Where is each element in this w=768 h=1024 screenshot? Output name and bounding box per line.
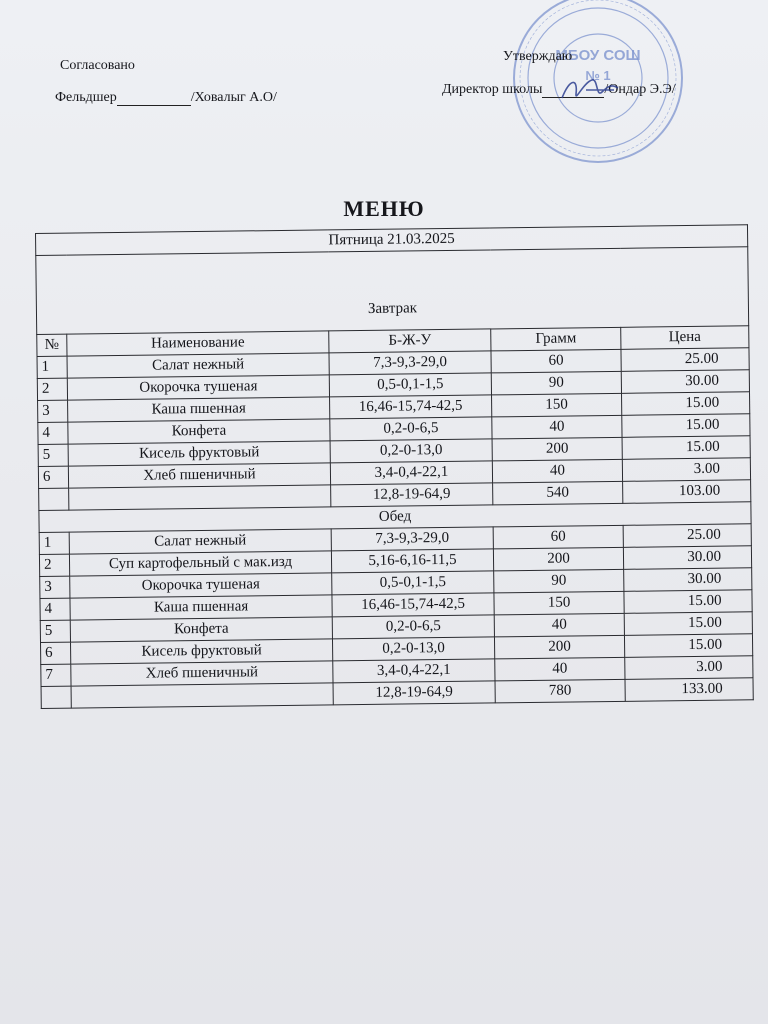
item-price: 15.00	[622, 414, 750, 438]
item-num: 4	[38, 422, 68, 444]
item-bju: 16,46-15,74-42,5	[330, 395, 492, 419]
item-price: 30.00	[624, 568, 752, 592]
total-empty-name	[69, 485, 331, 510]
item-price: 25.00	[621, 348, 749, 372]
item-num: 5	[40, 620, 70, 642]
item-price: 15.00	[624, 612, 752, 636]
item-num: 2	[37, 378, 67, 400]
menu-table	[35, 224, 754, 709]
item-price: 25.00	[623, 524, 751, 548]
director-name: /Ондар Э.Э/	[604, 82, 676, 97]
item-name: Каша пшенная	[68, 397, 330, 422]
item-name: Салат нежный	[67, 353, 329, 378]
item-grams: 200	[493, 547, 623, 571]
total-grams: 540	[493, 481, 623, 505]
item-bju: 16,46-15,74-42,5	[332, 593, 494, 617]
col-header-price: Цена	[621, 326, 749, 350]
item-price: 15.00	[622, 436, 750, 460]
item-name: Кисель фруктовый	[68, 441, 330, 466]
item-bju: 7,3-9,3-29,0	[329, 351, 491, 375]
total-empty-num	[39, 488, 69, 510]
item-grams: 150	[494, 591, 624, 615]
item-name: Салат нежный	[69, 529, 331, 554]
feldsher-label: Фельдшер	[55, 90, 117, 105]
total-grams: 780	[495, 679, 625, 703]
item-name: Окорочка тушеная	[67, 375, 329, 400]
item-grams: 40	[492, 415, 622, 439]
item-grams: 40	[495, 657, 625, 681]
total-empty-name	[71, 683, 333, 708]
total-bju: 12,8-19-64,9	[331, 483, 493, 507]
total-empty-num	[41, 686, 71, 708]
item-bju: 0,2-0-13,0	[330, 439, 492, 463]
item-bju: 0,2-0-6,5	[332, 615, 494, 639]
item-price: 15.00	[624, 590, 752, 614]
item-name: Суп картофельный с мак.изд	[69, 551, 331, 576]
item-price: 3.00	[622, 458, 750, 482]
item-num: 7	[41, 664, 71, 686]
item-grams: 200	[492, 437, 622, 461]
col-header-bju: Б-Ж-У	[329, 329, 491, 353]
approve-label: Утверждаю	[503, 49, 573, 64]
item-bju: 3,4-0,4-22,1	[333, 659, 495, 683]
item-num: 1	[37, 356, 67, 378]
item-name: Каша пшенная	[70, 595, 332, 620]
feldsher-name: /Ховалыг А.О/	[190, 90, 277, 105]
item-grams: 40	[494, 613, 624, 637]
director-label: Директор школы	[442, 82, 543, 97]
item-bju: 0,2-0-6,5	[330, 417, 492, 441]
item-price: 15.00	[624, 634, 752, 658]
agreed-label: Согласовано	[60, 58, 135, 73]
item-bju: 7,3-9,3-29,0	[331, 527, 493, 551]
signature-blank	[117, 105, 191, 106]
item-grams: 90	[491, 371, 621, 395]
item-price: 3.00	[625, 656, 753, 680]
item-num: 6	[41, 642, 71, 664]
item-name: Окорочка тушеная	[70, 573, 332, 598]
item-grams: 40	[492, 459, 622, 483]
item-bju: 0,2-0-13,0	[332, 637, 494, 661]
item-price: 15.00	[622, 392, 750, 416]
item-bju: 0,5-0,1-1,5	[332, 571, 494, 595]
col-header-num: №	[37, 334, 67, 356]
total-bju: 12,8-19-64,9	[333, 681, 495, 705]
item-bju: 0,5-0,1-1,5	[329, 373, 491, 397]
stamp-text-2: № 1	[585, 68, 611, 83]
col-header-grams: Грамм	[491, 327, 621, 351]
menu-title: МЕНЮ	[343, 196, 425, 221]
lunch-title: Обед	[39, 502, 751, 533]
director-signature	[556, 72, 626, 108]
item-grams: 90	[494, 569, 624, 593]
item-grams: 150	[492, 393, 622, 417]
item-num: 3	[38, 400, 68, 422]
day-title: Пятница 21.03.2025	[36, 225, 748, 256]
item-price: 30.00	[621, 370, 749, 394]
breakfast-title: Завтрак	[36, 247, 749, 335]
item-name: Хлеб пшеничный	[71, 661, 333, 686]
item-num: 5	[38, 444, 68, 466]
item-bju: 3,4-0,4-22,1	[330, 461, 492, 485]
stamp-text-1: МБОУ СОШ	[555, 47, 641, 64]
item-name: Конфета	[70, 617, 332, 642]
item-name: Конфета	[68, 419, 330, 444]
item-num: 2	[39, 554, 69, 576]
item-grams: 60	[491, 349, 621, 373]
total-price: 133.00	[625, 678, 753, 702]
total-price: 103.00	[623, 480, 751, 504]
item-grams: 200	[494, 635, 624, 659]
col-header-name: Наименование	[67, 331, 329, 356]
feldsher-line	[55, 90, 277, 106]
item-name: Хлеб пшеничный	[68, 463, 330, 488]
item-bju: 5,16-6,16-11,5	[331, 549, 493, 573]
item-num: 4	[40, 598, 70, 620]
item-grams: 60	[493, 525, 623, 549]
item-price: 30.00	[623, 546, 751, 570]
item-name: Кисель фруктовый	[71, 639, 333, 664]
breakfast-section-row	[36, 247, 749, 335]
item-num: 1	[39, 532, 69, 554]
item-num: 3	[40, 576, 70, 598]
item-num: 6	[38, 466, 68, 488]
